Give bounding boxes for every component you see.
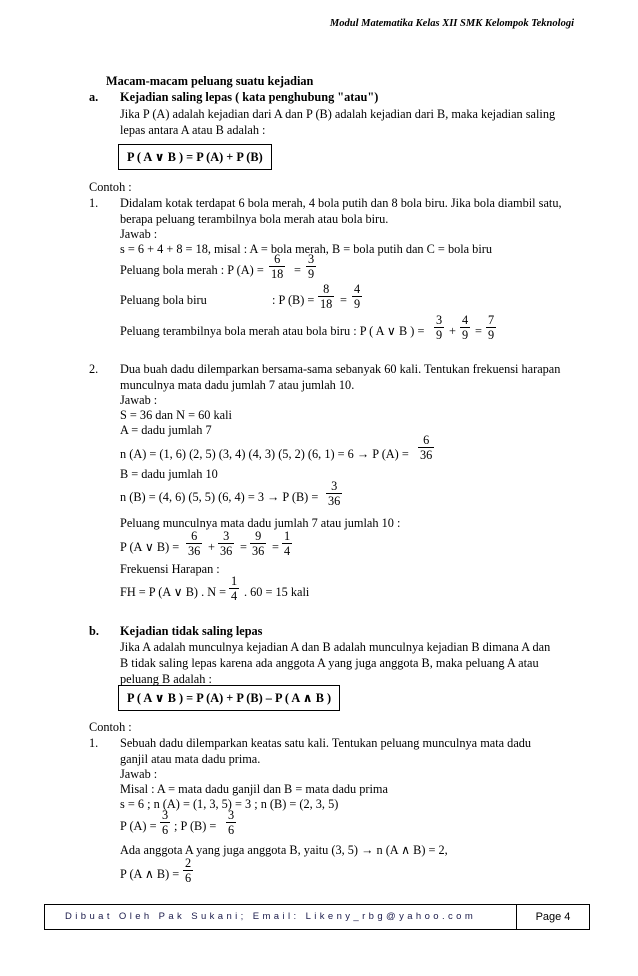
- answer-line: Peluang bola merah : P (A) =: [120, 263, 264, 277]
- example-number: 1.: [89, 736, 99, 750]
- fraction: $\frac{3}{6}$: [162, 808, 169, 837]
- question-line: ganjil atau mata dadu prima.: [120, 752, 261, 766]
- answer-label: Jawab :: [120, 767, 158, 781]
- subsection-title-b: Kejadian tidak saling lepas: [120, 624, 263, 638]
- fraction: $\frac{3}{36}$: [220, 529, 233, 558]
- paragraph-line: Jika A adalah munculnya kejadian A dan B adalah munculnya kejadian B dimana A dan: [120, 640, 551, 654]
- fraction: $\frac{3}{36}$: [328, 479, 341, 508]
- answer-label: Jawab :: [120, 227, 158, 241]
- item-label-a: a.: [89, 90, 99, 104]
- question-line: berapa peluang terambilnya bola merah atau bola biru.: [120, 212, 389, 226]
- fraction: $\frac{3}{9}$: [308, 252, 315, 281]
- plus-sign: +: [449, 324, 456, 338]
- fraction: $\frac{6}{36}$: [420, 433, 433, 462]
- paragraph-line: Jika P (A) adalah kejadian dari A dan P (B) adalah kejadian dari B, maka kejadian saling: [120, 107, 556, 121]
- item-label-b: b.: [89, 624, 99, 638]
- fraction: $\frac{3}{9}$: [436, 313, 443, 342]
- answer-line: S = 36 dan N = 60 kali: [120, 408, 232, 422]
- example-label: Contoh :: [89, 720, 132, 734]
- answer-line: P (A ∧ B) =: [120, 867, 180, 881]
- equals-sign: =: [240, 540, 247, 554]
- fraction: $\frac{2}{6}$: [185, 856, 192, 885]
- answer-line: n (A) = (1, 6) (2, 5) (3, 4) (4, 3) (5, 2) (6, 1) = 6 → P (A) =: [120, 447, 409, 461]
- example-number: 2.: [89, 362, 99, 376]
- answer-line: Frekuensi Harapan :: [120, 562, 220, 576]
- paragraph-line: B tidak saling lepas karena ada anggota A yang juga anggota B, maka peluang A atau: [120, 656, 539, 670]
- page-footer: [44, 904, 590, 930]
- fraction: $\frac{4}{9}$: [462, 313, 469, 342]
- fraction: $\frac{1}{4}$: [231, 574, 238, 603]
- answer-line: FH = P (A ∨ B) . N =: [120, 585, 227, 599]
- answer-line: Misal : A = mata dadu ganjil dan B = mata dadu prima: [120, 782, 388, 796]
- formula-box-disjoint: P ( A ∨ B ) = P (A) + P (B): [118, 144, 272, 170]
- question-line: Didalam kotak terdapat 6 bola merah, 4 bola putih dan 8 bola biru. Jika bola diambil satu,: [120, 196, 562, 210]
- subsection-title-a: Kejadian saling lepas ( kata penghubung "atau"): [120, 90, 379, 104]
- fraction: $\frac{4}{9}$: [354, 282, 361, 311]
- page-number: Page 4: [516, 905, 589, 929]
- formula-box-joint: P ( A ∨ B ) = P (A) + P (B) – P ( A ∧ B ): [118, 685, 340, 711]
- fraction: $\frac{7}{9}$: [488, 313, 495, 342]
- example-number: 1.: [89, 196, 99, 210]
- answer-line: P (A ∨ B) =: [120, 540, 180, 554]
- equals-sign: =: [272, 540, 279, 554]
- equals-sign: =: [475, 324, 482, 338]
- fraction: $\frac{6}{36}$: [188, 529, 201, 558]
- answer-line: s = 6 + 4 + 8 = 18, misal : A = bola merah, B = bola putih dan C = bola biru: [120, 242, 492, 256]
- question-line: Sebuah dadu dilemparkan keatas satu kali. Tentukan peluang munculnya mata dadu: [120, 736, 532, 750]
- fraction: $\frac{6}{18}$: [271, 252, 284, 281]
- answer-line: n (B) = (4, 6) (5, 5) (6, 4) = 3 → P (B) =: [120, 490, 319, 504]
- answer-line: s = 6 ; n (A) = (1, 3, 5) = 3 ; n (B) = (2, 3, 5): [120, 797, 339, 811]
- answer-label: Jawab :: [120, 393, 158, 407]
- example-label: Contoh :: [89, 180, 132, 194]
- running-header: Modul Matematika Kelas XII SMK Kelompok Teknologi: [329, 18, 574, 29]
- answer-line: . 60 = 15 kali: [244, 585, 310, 599]
- paragraph-line: lepas antara A atau B adalah :: [120, 123, 266, 137]
- equals-sign: =: [294, 263, 301, 277]
- answer-line: ; P (B) =: [174, 819, 217, 833]
- equals-sign: =: [340, 293, 347, 307]
- answer-line: Peluang munculnya mata dadu jumlah 7 atau jumlah 10 :: [120, 516, 401, 530]
- answer-line: B = dadu jumlah 10: [120, 467, 218, 481]
- answer-line: Peluang bola biru: [120, 293, 207, 307]
- fraction: $\frac{3}{6}$: [228, 808, 235, 837]
- fraction: $\frac{1}{4}$: [284, 529, 291, 558]
- paragraph-line: peluang B adalah :: [120, 672, 212, 686]
- plus-sign: +: [208, 540, 215, 554]
- question-line: Dua buah dadu dilemparkan bersama-sama sebanyak 60 kali. Tentukan frekuensi harapan: [120, 362, 561, 376]
- fraction: $\frac{8}{18}$: [320, 282, 333, 311]
- answer-line: A = dadu jumlah 7: [120, 423, 212, 437]
- fraction: $\frac{9}{36}$: [252, 529, 265, 558]
- answer-line: P (A) =: [120, 819, 157, 833]
- answer-line: : P (B) =: [272, 293, 315, 307]
- question-line: munculnya mata dadu jumlah 7 atau jumlah 10.: [120, 378, 355, 392]
- answer-line: Ada anggota A yang juga anggota B, yaitu (3, 5) → n (A ∧ B) = 2,: [120, 843, 448, 857]
- section-title: Macam-macam peluang suatu kejadian: [106, 74, 314, 88]
- footer-credit: Dibuat Oleh Pak Sukani; Email: Likeny_rbg@yahoo.com: [65, 911, 477, 922]
- answer-line: Peluang terambilnya bola merah atau bola biru : P ( A ∨ B ) =: [120, 324, 425, 338]
